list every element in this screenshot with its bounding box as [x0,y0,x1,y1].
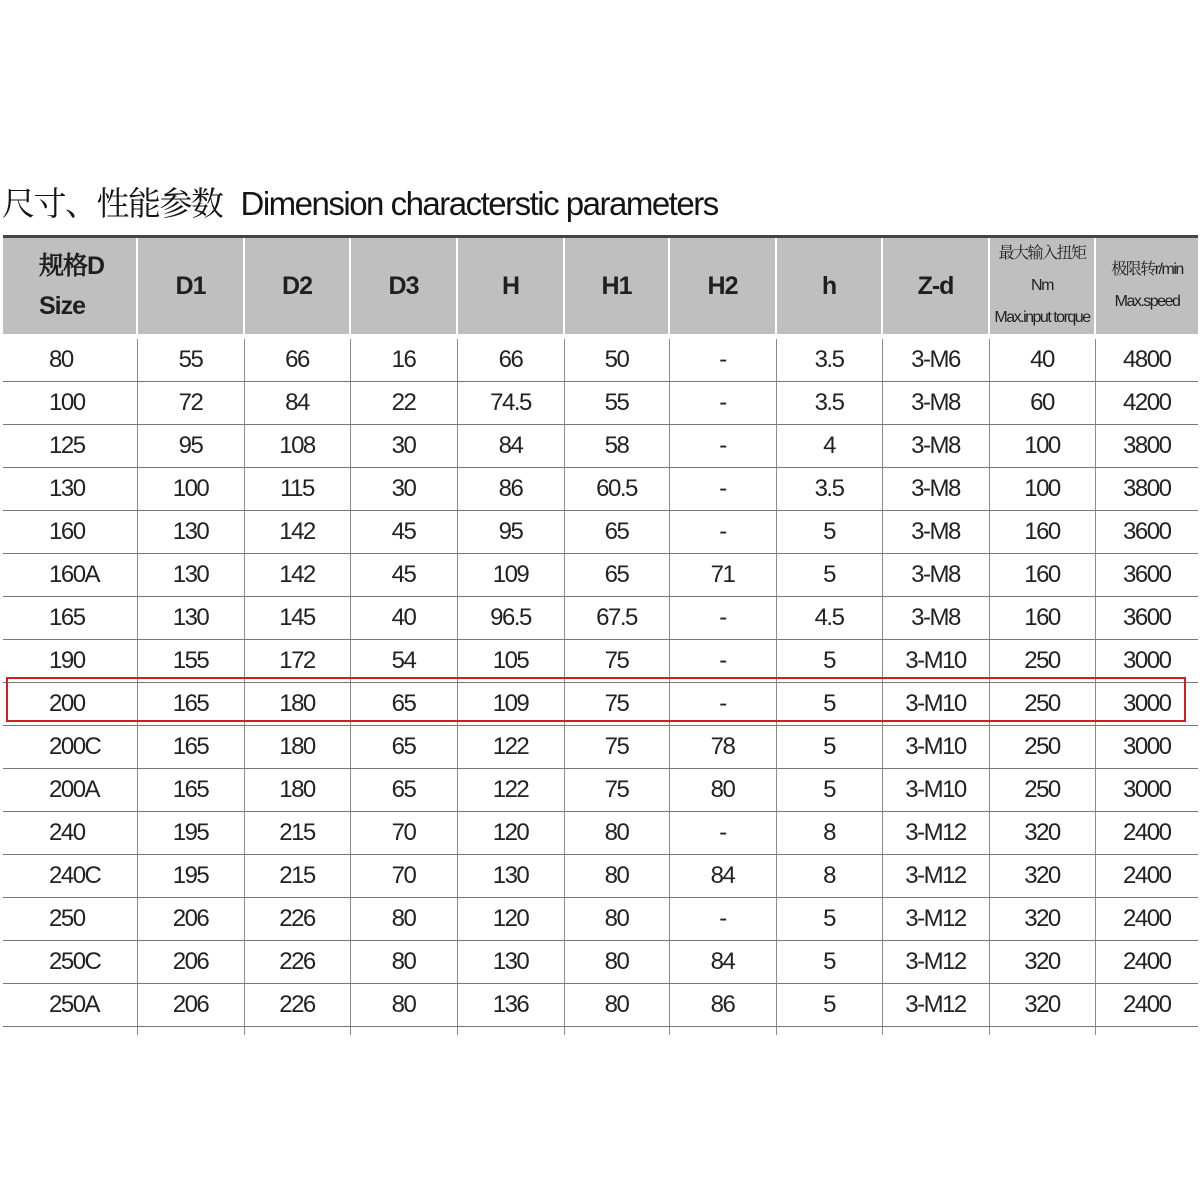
table-cell-cut [882,1027,989,1036]
table-cell-max-speed: 4200 [1095,382,1198,425]
table-cell-h-upper: 130 [457,941,564,984]
table-row [3,554,1198,597]
table-cell-h2: 84 [669,855,776,898]
table-cell-d1: 206 [137,984,244,1027]
column-header-max-speed [1095,238,1198,337]
table-cell-h1: 80 [564,812,669,855]
table-cell-h1: 80 [564,898,669,941]
column-header-d3 [350,238,457,337]
table-cell-d2: 145 [244,597,350,640]
table-cell-h2: - [669,382,776,425]
table-cell-h-upper: 86 [457,468,564,511]
table-cell-d1: 155 [137,640,244,683]
table-cell-cut [457,1027,564,1036]
table-cell-h1: 60.5 [564,468,669,511]
table-cell-d2: 215 [244,812,350,855]
table-cell-size: 160A [3,554,137,597]
table-cell-h2: - [669,640,776,683]
table-cell-h2: - [669,337,776,382]
table-cell-h1: 67.5 [564,597,669,640]
table-cell-size: 240 [3,812,137,855]
parameters-table-container [3,235,1198,1035]
table-cell-h1: 65 [564,511,669,554]
table-cell-h-lower: 8 [776,855,882,898]
table-cell-h-lower: 3.5 [776,337,882,382]
table-cell-d1: 165 [137,769,244,812]
column-header-text: 极限转r/min [1111,261,1183,278]
table-cell-h-lower: 5 [776,769,882,812]
table-body [3,337,1198,1036]
table-cell-h2: - [669,511,776,554]
table-cell-max-speed: 3800 [1095,468,1198,511]
table-cell-size: 240C [3,855,137,898]
table-cell-max-speed: 3000 [1095,640,1198,683]
table-cell-d1: 95 [137,425,244,468]
table-cell-h-upper: 84 [457,425,564,468]
table-cell-d2: 180 [244,726,350,769]
table-cell-h-upper: 122 [457,726,564,769]
table-cell-max-speed: 2400 [1095,941,1198,984]
table-cell-z-d: 3-M8 [882,468,989,511]
table-cell-h2: - [669,683,776,726]
table-cell-d2: 226 [244,984,350,1027]
table-cell-d2: 226 [244,941,350,984]
table-cell-size: 160 [3,511,137,554]
table-row [3,425,1198,468]
table-cell-h1: 75 [564,640,669,683]
table-cell-h2: - [669,597,776,640]
table-cell-h-upper: 130 [457,855,564,898]
table-cell-h-lower: 5 [776,941,882,984]
table-cell-z-d: 3-M12 [882,941,989,984]
table-cell-d2: 180 [244,683,350,726]
table-cell-max-input-torque: 250 [989,769,1095,812]
table-cell-max-speed: 2400 [1095,898,1198,941]
table-cell-max-speed: 3000 [1095,726,1198,769]
table-cell-cut [1095,1027,1198,1036]
table-cell-h1: 65 [564,554,669,597]
table-cell-z-d: 3-M8 [882,597,989,640]
table-cell-h2: - [669,898,776,941]
title-english: Dimension characterstic parameters [240,185,718,222]
table-row [3,382,1198,425]
table-cell-d2: 215 [244,855,350,898]
table-cell-h2: 78 [669,726,776,769]
table-cell-d3: 80 [350,941,457,984]
table-cell-h1: 75 [564,683,669,726]
table-cell-max-input-torque: 40 [989,337,1095,382]
table-cell-h-lower: 4 [776,425,882,468]
table-cell-h-upper: 120 [457,898,564,941]
table-cell-h2: 80 [669,769,776,812]
table-cell-d3: 22 [350,382,457,425]
table-cell-d1: 55 [137,337,244,382]
column-header-h-upper [457,238,564,337]
table-cell-size: 250A [3,984,137,1027]
table-row [3,855,1198,898]
table-cell-h1: 80 [564,984,669,1027]
table-cell-z-d: 3-M12 [882,812,989,855]
table-cell-d1: 195 [137,812,244,855]
table-cell-d3: 70 [350,812,457,855]
table-cell-h-lower: 5 [776,511,882,554]
table-cell-h-upper: 122 [457,769,564,812]
header-row [3,238,1198,337]
table-cell-h1: 80 [564,941,669,984]
table-cell-h-upper: 105 [457,640,564,683]
table-cell-d3: 45 [350,554,457,597]
table-cell-size: 125 [3,425,137,468]
table-cell-h1: 55 [564,382,669,425]
table-cell-z-d: 3-M8 [882,554,989,597]
table-cell-h2: 86 [669,984,776,1027]
table-cell-max-speed: 3000 [1095,769,1198,812]
table-cell-z-d: 3-M12 [882,898,989,941]
table-cell-max-input-torque: 250 [989,683,1095,726]
table-cell-cut [669,1027,776,1036]
table-cell-d2: 142 [244,511,350,554]
table-cell-d3: 65 [350,683,457,726]
table-cell-h-upper: 96.5 [457,597,564,640]
table-cell-max-input-torque: 160 [989,597,1095,640]
table-cell-d3: 30 [350,468,457,511]
table-cell-z-d: 3-M12 [882,984,989,1027]
table-row [3,468,1198,511]
table-cell-h-lower: 4.5 [776,597,882,640]
column-header-h1 [564,238,669,337]
table-cell-h-lower: 5 [776,554,882,597]
table-cell-d1: 100 [137,468,244,511]
table-cell-z-d: 3-M8 [882,511,989,554]
table-cell-z-d: 3-M10 [882,640,989,683]
table-cell-max-speed: 4800 [1095,337,1198,382]
table-cell-d1: 165 [137,683,244,726]
table-cell-size: 200C [3,726,137,769]
table-cell-d2: 180 [244,769,350,812]
table-row [3,898,1198,941]
table-cell-d1: 206 [137,941,244,984]
table-cell-z-d: 3-M10 [882,683,989,726]
column-header-text: Max.speed [1114,293,1180,310]
table-cell-max-speed: 3600 [1095,511,1198,554]
table-cell-d2: 115 [244,468,350,511]
column-header-text: 最大输入扭矩Nm [998,245,1086,294]
table-row-highlighted [3,683,1198,726]
column-header-text: H1 [601,271,632,300]
table-cell-d1: 130 [137,554,244,597]
table-cell-h-upper: 120 [457,812,564,855]
column-header-text: Z-d [917,271,954,300]
column-header-h2 [669,238,776,337]
table-cell-max-speed: 3600 [1095,554,1198,597]
table-row [3,941,1198,984]
parameters-table [3,238,1198,1035]
table-cell-max-input-torque: 160 [989,554,1095,597]
table-row [3,812,1198,855]
table-cell-h-lower: 5 [776,984,882,1027]
table-cell-h1: 50 [564,337,669,382]
table-cell-max-input-torque: 100 [989,425,1095,468]
table-cell-z-d: 3-M10 [882,769,989,812]
table-cell-h-upper: 136 [457,984,564,1027]
table-cell-max-speed: 3800 [1095,425,1198,468]
table-cell-h-lower: 5 [776,640,882,683]
table-cell-d3: 70 [350,855,457,898]
table-cell-h2: - [669,468,776,511]
table-cell-max-speed: 2400 [1095,855,1198,898]
table-cell-max-speed: 2400 [1095,984,1198,1027]
table-cell-size: 165 [3,597,137,640]
table-cell-size: 190 [3,640,137,683]
table-header [3,238,1198,337]
table-cell-h-lower: 5 [776,683,882,726]
table-row [3,769,1198,812]
table-cell-cut [244,1027,350,1036]
table-cell-size: 250 [3,898,137,941]
table-cell-d3: 80 [350,898,457,941]
table-cell-z-d: 3-M8 [882,382,989,425]
table-cell-max-speed: 2400 [1095,812,1198,855]
column-header-text: h [821,271,837,300]
table-cell-max-speed: 3600 [1095,597,1198,640]
table-cell-d2: 226 [244,898,350,941]
table-cell-z-d: 3-M6 [882,337,989,382]
table-cell-max-input-torque: 100 [989,468,1095,511]
table-cell-cut [350,1027,457,1036]
table-cell-h1: 80 [564,855,669,898]
table-cell-d3: 16 [350,337,457,382]
table-cell-z-d: 3-M8 [882,425,989,468]
table-cell-d3: 45 [350,511,457,554]
table-row [3,337,1198,382]
column-header-size [3,238,137,337]
table-cell-d2: 84 [244,382,350,425]
column-header-text: D3 [388,271,419,300]
column-header-text: Size [39,292,86,320]
column-header-d2 [244,238,350,337]
table-cell-h2: 84 [669,941,776,984]
table-cell-cut [776,1027,882,1036]
table-cell-max-input-torque: 250 [989,640,1095,683]
table-cell-h1: 58 [564,425,669,468]
column-header-text: D1 [175,271,206,300]
table-cell-d2: 66 [244,337,350,382]
table-cell-d1: 195 [137,855,244,898]
table-cell-d1: 72 [137,382,244,425]
column-header-text: Max.input torque [994,309,1090,326]
table-cell-d1: 130 [137,597,244,640]
title-chinese: 尺寸、性能参数 [2,185,223,222]
table-cell-max-input-torque: 320 [989,984,1095,1027]
table-cell-max-speed: 3000 [1095,683,1198,726]
table-cell-cut [3,1027,137,1036]
table-cell-d2: 108 [244,425,350,468]
table-cell-h1: 75 [564,769,669,812]
table-cell-z-d: 3-M12 [882,855,989,898]
table-cell-d1: 130 [137,511,244,554]
table-row [3,640,1198,683]
table-cell-h-lower: 3.5 [776,468,882,511]
column-header-text: D2 [282,271,312,300]
table-cell-cut [989,1027,1095,1036]
column-header-text: 规格D [39,252,105,280]
column-header-z-d [882,238,989,337]
column-header-text: H [501,271,520,300]
document-title [2,178,718,225]
table-cell-cut [564,1027,669,1036]
table-cell-h-lower: 5 [776,898,882,941]
table-cell-h1: 75 [564,726,669,769]
table-row-cut-off [3,1027,1198,1036]
table-cell-d1: 206 [137,898,244,941]
table-cell-d3: 54 [350,640,457,683]
table-cell-h-upper: 109 [457,683,564,726]
table-cell-h-lower: 8 [776,812,882,855]
table-cell-h-lower: 3.5 [776,382,882,425]
table-cell-size: 130 [3,468,137,511]
column-header-h-lower [776,238,882,337]
table-cell-d3: 30 [350,425,457,468]
table-cell-max-input-torque: 320 [989,855,1095,898]
table-cell-d3: 65 [350,769,457,812]
table-cell-d3: 65 [350,726,457,769]
table-cell-d2: 172 [244,640,350,683]
table-cell-cut [137,1027,244,1036]
table-cell-max-input-torque: 60 [989,382,1095,425]
column-header-text: H2 [707,271,738,300]
table-row [3,726,1198,769]
column-header-d1 [137,238,244,337]
table-cell-max-input-torque: 160 [989,511,1095,554]
table-cell-max-input-torque: 320 [989,898,1095,941]
table-cell-h-lower: 5 [776,726,882,769]
table-cell-h2: - [669,812,776,855]
table-cell-h-upper: 109 [457,554,564,597]
table-row [3,984,1198,1027]
table-cell-max-input-torque: 320 [989,941,1095,984]
table-cell-h2: - [669,425,776,468]
table-cell-h2: 71 [669,554,776,597]
table-cell-size: 250C [3,941,137,984]
table-row [3,597,1198,640]
table-cell-max-input-torque: 320 [989,812,1095,855]
table-cell-size: 80 [3,337,137,382]
table-cell-d1: 165 [137,726,244,769]
table-row [3,511,1198,554]
column-header-max-input-torque [989,238,1095,337]
table-cell-h-upper: 95 [457,511,564,554]
table-cell-size: 200A [3,769,137,812]
table-cell-z-d: 3-M10 [882,726,989,769]
table-cell-size: 200 [3,683,137,726]
table-cell-max-input-torque: 250 [989,726,1095,769]
table-cell-h-upper: 74.5 [457,382,564,425]
table-cell-d3: 40 [350,597,457,640]
table-cell-h-upper: 66 [457,337,564,382]
table-cell-size: 100 [3,382,137,425]
table-cell-d3: 80 [350,984,457,1027]
table-cell-d2: 142 [244,554,350,597]
